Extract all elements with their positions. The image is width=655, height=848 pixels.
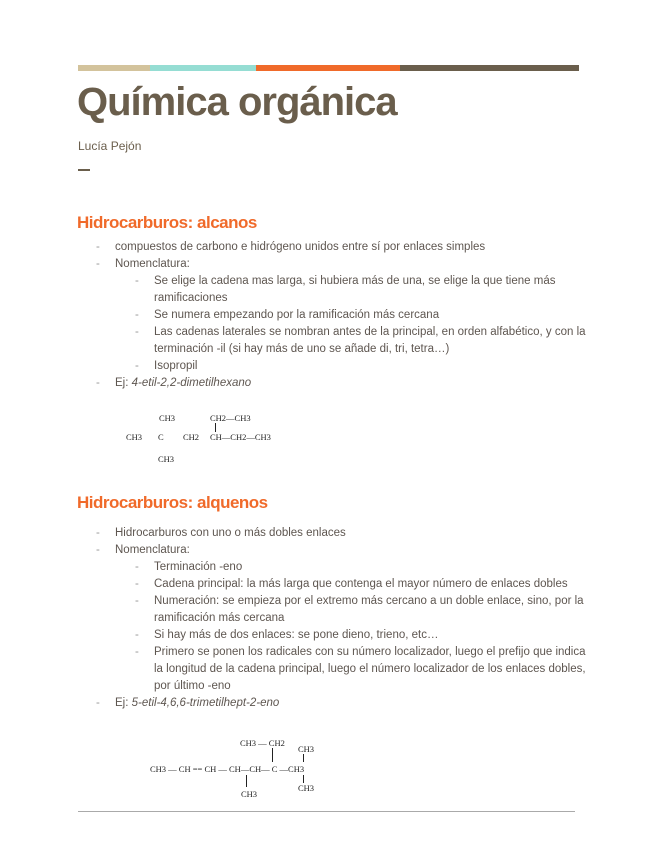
list-item (96, 256, 586, 375)
formula-ch3-bottom: CH3 (158, 454, 175, 464)
alcanos-list (96, 239, 586, 392)
list-item: - compuestos de carbono e hidrógeno unidos entre sí por enlaces simples (96, 239, 586, 256)
formula-ch3-bottom-right: CH3 (298, 783, 315, 793)
sublist-item: - Numeración: se empieza por el extremo más cercano a un doble enlace, sino, por la ramificación más cercana (135, 593, 586, 627)
title-divider (78, 169, 90, 171)
sublist-item: - Si hay más de dos enlaces: se pone dieno, trieno, etc… (135, 627, 586, 644)
example-name: 5-etil-4,6,6-trimetilhept-2-eno (131, 697, 280, 709)
sublist-item: - Las cadenas laterales se nombran antes de la principal, en orden alfabético, y con la terminación -il (si hay más de uno se añade di, tri, tetra…) (135, 324, 586, 358)
sublist (135, 559, 586, 695)
color-bar-segment-orange (256, 65, 400, 71)
author: Lucía Pejón (78, 139, 142, 153)
formula-bond (215, 423, 216, 432)
formula-main-chain: CH3 — CH == CH — CH—CH— C —CH3 (150, 764, 305, 774)
sublist-item: - Isopropil (135, 358, 586, 375)
formula-ch3-top-right: CH3 (298, 744, 315, 754)
sublist-item: - Se numera empezando por la ramificación más cercana (135, 307, 586, 324)
formula-bond (246, 775, 247, 787)
footer-rule (78, 811, 575, 812)
list-item-text: Nomenclatura: (115, 258, 190, 270)
section-heading-alcanos: Hidrocarburos: alcanos (77, 213, 257, 232)
sublist (135, 273, 586, 375)
example-prefix: Ej: (115, 377, 132, 389)
sublist-item: - Se elige la cadena mas larga, si hubiera más de una, se elige la que tiene más ramificaciones (135, 273, 586, 307)
formula-ch3-left: CH3 (126, 432, 143, 442)
page-title: Química orgánica (77, 80, 397, 124)
color-bar-segment-teal (150, 65, 256, 71)
color-bar-segment-brown (400, 65, 579, 71)
formula-chain: CH—CH2—CH3 (210, 432, 271, 442)
formula-bond (303, 754, 304, 762)
sublist-item: - Terminación -eno (135, 559, 586, 576)
example-prefix: Ej: (115, 697, 132, 709)
alqueno-structural-formula (148, 736, 348, 802)
alcano-structural-formula (120, 408, 290, 468)
example-name: 4-etil-2,2-dimetilhexano (131, 377, 252, 389)
formula-top-branch: CH3 — CH2 (240, 738, 285, 748)
color-bar-segment-beige (78, 65, 150, 71)
section-heading-alquenos: Hidrocarburos: alquenos (77, 493, 268, 512)
formula-bond (303, 775, 304, 783)
list-item: - Hidrocarburos con uno o más dobles enlaces (96, 525, 586, 542)
formula-ch3-bottom: CH3 (241, 789, 258, 799)
list-item-text: Nomenclatura: (115, 544, 190, 556)
example-item (96, 695, 586, 712)
formula-c: C (158, 432, 164, 442)
formula-ch2ch3-top: CH2—CH3 (210, 413, 251, 423)
formula-ch3-top: CH3 (159, 413, 176, 423)
sublist-item: - Primero se ponen los radicales con su número localizador, luego el prefijo que indica la longitud de la cadena principal, luego el número localizador de los enlaces dobles, por último -eno (135, 644, 586, 695)
color-bar (78, 65, 579, 71)
formula-ch2: CH2 (183, 432, 200, 442)
example-item (96, 375, 586, 392)
formula-bond (272, 748, 273, 762)
sublist-item: - Cadena principal: la más larga que contenga el mayor número de enlaces dobles (135, 576, 586, 593)
list-item (96, 542, 586, 695)
alquenos-list (96, 525, 586, 712)
